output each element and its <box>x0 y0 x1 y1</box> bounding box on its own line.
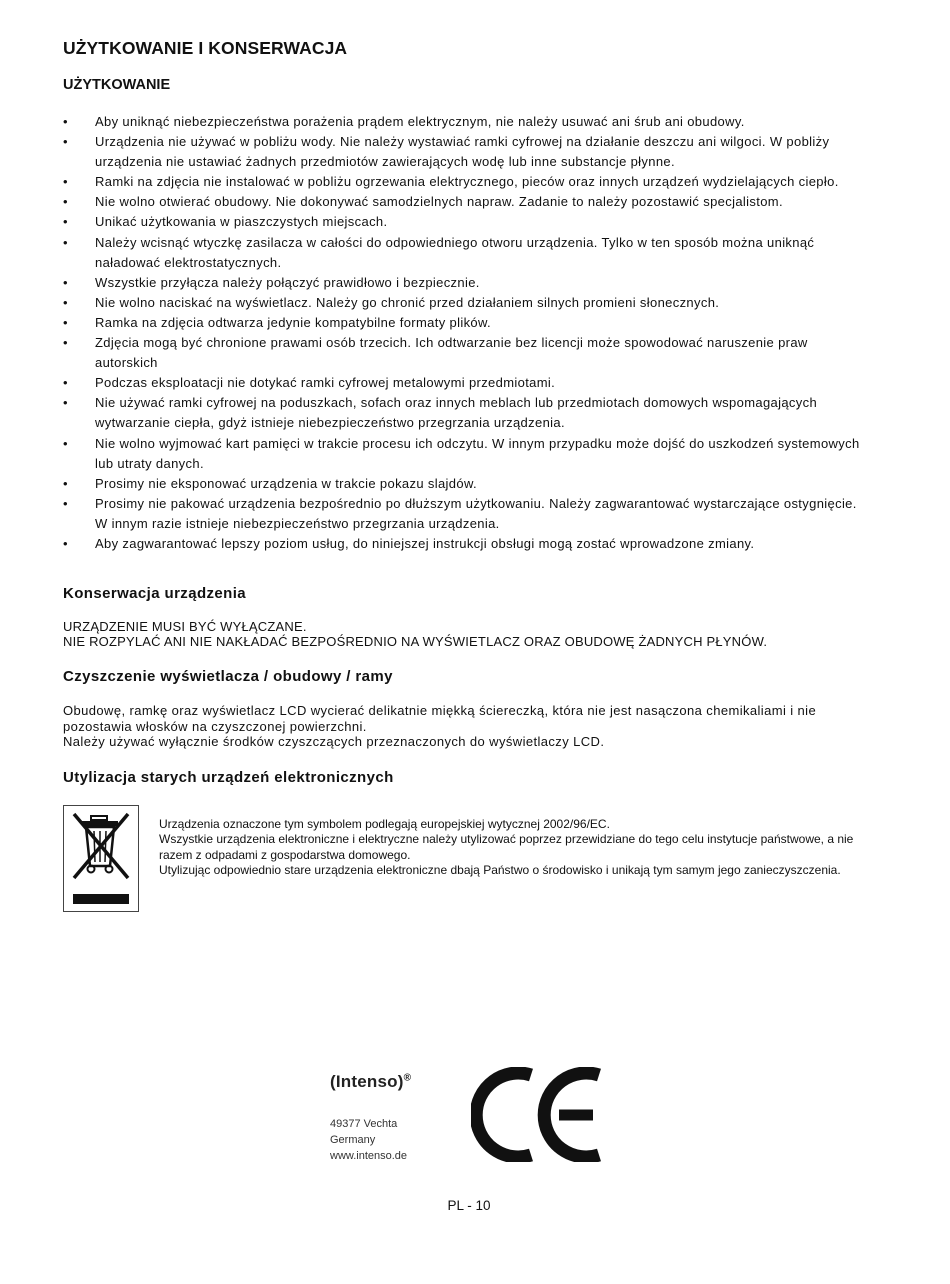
list-item: • Należy wcisnąć wtyczkę zasilacza w całości do odpowiedniego otworu urządzenia. Tylko w ten sposób można uniknąć naładować elektrostatycznych. <box>63 233 873 273</box>
list-item: • Urządzenia nie używać w pobliżu wody. Nie należy wystawiać ramki cyfrowej na działanie deszczu ani wilgoci. W pobliży urządzenia nie ustawiać żadnych przedmiotów zawierających wodę lub inne substancje płynne. <box>63 132 873 172</box>
usage-heading: UŻYTKOWANIE <box>63 77 171 93</box>
list-item: • Zdjęcia mogą być chronione prawami osób trzecich. Ich odtwarzanie bez licencji może spowodować naruszenie praw autorskich <box>63 333 873 373</box>
list-item: • Prosimy nie eksponować urządzenia w trakcie pokazu slajdów. <box>63 474 873 494</box>
cleaning-heading: Czyszczenie wyświetlacza / obudowy / ramy <box>63 668 393 686</box>
manufacturer-block <box>330 1064 630 1174</box>
disposal-block <box>63 805 873 915</box>
page-number: PL - 10 <box>447 1198 491 1213</box>
website: www.intenso.de <box>330 1150 408 1162</box>
list-item: • Ramki na zdjęcia nie instalować w pobliżu ogrzewania elektrycznego, pieców oraz innych urządzeń wydzielających ciepło. <box>63 172 873 192</box>
list-item: • Nie wolno otwierać obudowy. Nie dokonywać samodzielnych napraw. Zadanie to należy pozostawić specjalistom. <box>63 192 873 212</box>
maintenance-heading: Konserwacja urządzenia <box>63 585 247 603</box>
maintenance-line-1: URZĄDZENIE MUSI BYĆ WYŁĄCZANE. <box>63 619 307 635</box>
maintenance-line-2: NIE ROZPYLAĆ ANI NIE NAKŁADAĆ BEZPOŚREDNIO NA WYŚWIETLACZ ORAZ OBUDOWĘ ŻADNYCH PŁYNÓW. <box>63 634 768 650</box>
list-item: • Podczas eksploatacji nie dotykać ramki cyfrowej metalowymi przedmiotami. <box>63 373 873 393</box>
list-item: • Aby zagwarantować lepszy poziom usług, do niniejszej instrukcji obsługi mogą zostać wprowadzone zmiany. <box>63 534 873 554</box>
list-item: • Unikać użytkowania w piaszczystych miejscach. <box>63 212 873 232</box>
address-line-1: 49377 Vechta <box>330 1118 398 1130</box>
cleaning-text-2: Należy używać wyłącznie środków czyszczących przeznaczonych do wyświetlaczy LCD. <box>63 734 605 750</box>
list-item: • Wszystkie przyłącza należy połączyć prawidłowo i bezpiecznie. <box>63 273 873 293</box>
disposal-line-1: Urządzenia oznaczone tym symbolem podlegają europejskiej wytycznej 2002/96/EC. <box>159 816 610 831</box>
list-item: • Ramka na zdjęcia odtwarza jedynie kompatybilne formaty plików. <box>63 313 873 333</box>
list-item: • Aby uniknąć niebezpieczeństwa porażenia prądem elektrycznym, nie należy usuwać ani śrub ani obudowy. <box>63 112 873 132</box>
list-item: • Nie używać ramki cyfrowej na poduszkach, sofach oraz innych meblach lub przedmiotach domowych wspomagających wytwarzanie ciepła, gdyż istnieje niebezpieczeństwo przegrzania urządzenia. <box>63 393 873 433</box>
disposal-heading: Utylizacja starych urządzeń elektronicznych <box>63 768 394 786</box>
list-item: • Nie wolno naciskać na wyświetlacz. Należy go chronić przed działaniem silnych promieni słonecznych. <box>63 293 873 313</box>
document-page <box>63 38 873 915</box>
list-item: • Nie wolno wyjmować kart pamięci w trakcie procesu ich odczytu. W innym przypadku może dojść do uszkodzeń systemowych lub utraty danych. <box>63 434 873 474</box>
usage-list <box>63 112 873 554</box>
ce-mark-icon <box>471 1067 606 1167</box>
list-item: • Prosimy nie pakować urządzenia bezpośrednio po dłuższym użytkowaniu. Należy zagwarantować wystarczające ostygnięcie. W innym razie istnieje niebezpieczeństwo przegrzania urządzenia. <box>63 494 873 534</box>
address-line-2: Germany <box>330 1134 376 1146</box>
cleaning-text-1: Obudowę, ramkę oraz wyświetlacz LCD wycierać delikatnie miękką ściereczką, która nie jest nasączona chemikaliami i nie pozostawia włosków na czyszczonej powierzchni. <box>63 703 817 734</box>
cleaning-text <box>63 703 873 750</box>
disposal-line-3: Utylizując odpowiednio stare urządzenia elektroniczne dbają Państwo o środowisko i unikają tym samym jego zanieczyszczenia. <box>159 863 841 878</box>
manufacturer-address <box>330 1116 407 1164</box>
disposal-line-2: Wszystkie urządzenia elektroniczne i elektryczne należy utylizować poprzez przewidziane do tego celu instytucje państwowe, a nie razem z odpadami z gospodarstwa domowego. <box>159 832 854 862</box>
weee-crossed-bin-icon <box>63 805 139 912</box>
maintenance-warning <box>63 619 873 649</box>
disposal-text <box>159 817 859 879</box>
page-title: UŻYTKOWANIE I KONSERWACJA <box>63 38 348 58</box>
intenso-logo: (Intenso)® <box>330 1072 412 1091</box>
